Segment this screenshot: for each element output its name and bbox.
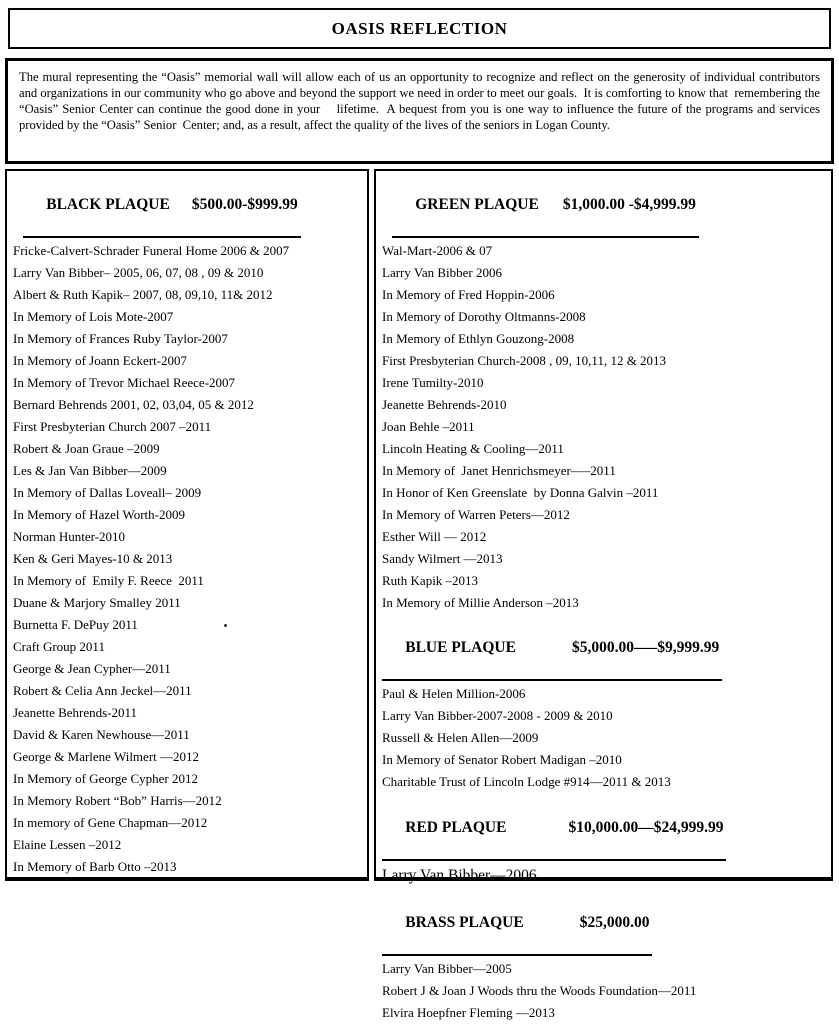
- donor-entry: In Memory of Frances Ruby Taylor-2007: [13, 331, 228, 346]
- donor-entry: Bernard Behrends 2001, 02, 03,04, 05 & 2012: [13, 397, 254, 412]
- donor-entry: Duane & Marjory Smalley 2011: [13, 595, 181, 610]
- donor-entry: First Presbyterian Church 2007 –2011: [13, 419, 212, 434]
- donor-entry: In Memory of Ethlyn Gouzong-2008: [382, 331, 575, 346]
- donor-entry: David & Karen Newhouse—2011: [13, 727, 190, 742]
- donor-entry: Irene Tumilty-2010: [382, 375, 484, 390]
- donor-entry: Charitable Trust of Lincoln Lodge #914—2011 & 2013: [382, 774, 671, 789]
- donor-entry: Albert & Ruth Kapik– 2007, 08, 09,10, 11& 2012: [13, 287, 273, 302]
- donor-entry: Jeanette Behrends-2010: [382, 397, 507, 412]
- section-range: $1,000.00 -$4,999.99: [562, 196, 696, 213]
- donor-entry: Ken & Geri Mayes-10 & 2013: [13, 551, 173, 566]
- donor-entry: In Memory of George Cypher 2012: [13, 771, 198, 786]
- plaque-section: [376, 171, 831, 614]
- plaque-section: [376, 889, 831, 1024]
- donor-entry: Wal-Mart-2006 & 07: [382, 243, 493, 258]
- donor-entry: Robert J & Joan J Woods thru the Woods Foundation—2011: [382, 983, 697, 998]
- donor-entry: In Memory of Dorothy Oltmanns-2008: [382, 309, 586, 324]
- document-page: [0, 8, 839, 1020]
- intro-paragraph: The mural representing the “Oasis” memorial wall will allow each of us an opportunity to recognize and reflect on the generosity of individual contributors and organizations in our community who go above and beyond the support we need in order to meet our goals. It is comforting to know that remembering the “Oasis” Senior Center can continue the good done in your lifetime. A bequest from you is one way to influence the future of the programs and services provided by the “Oasis” Senior Center; and, as a result, affect the quality of the lives of the seniors in Logan County.: [19, 70, 824, 133]
- section-name: BLUE PLAQUE: [405, 639, 516, 656]
- donor-entry: Larry Van Bibber-2007-2008 - 2009 & 2010: [382, 708, 613, 723]
- donor-entry: Les & Jan Van Bibber—2009: [13, 463, 167, 478]
- title-box: [8, 8, 831, 49]
- column-left: [5, 169, 369, 881]
- donor-entry: Ruth Kapik –2013: [382, 573, 479, 588]
- donor-entry: Elaine Lessen –2012: [13, 837, 122, 852]
- donor-entry: Craft Group 2011: [13, 639, 105, 654]
- donor-entry: In Memory of Millie Anderson –2013: [382, 595, 579, 610]
- donor-entry: Fricke-Calvert-Schrader Funeral Home 2006 & 2007: [13, 243, 290, 258]
- donor-entry: In Memory of Dallas Loveall– 2009: [13, 485, 202, 500]
- section-range: $10,000.00—$24,999.99: [568, 819, 724, 836]
- donor-entry: In Memory of Lois Mote-2007: [13, 309, 174, 324]
- donor-entry: George & Marlene Wilmert —2012: [13, 749, 200, 764]
- page-title: OASIS REFLECTION: [331, 18, 508, 38]
- donor-entry: Joan Behle –2011: [382, 419, 475, 434]
- donor-entry: In Memory of Emily F. Reece 2011: [13, 573, 204, 588]
- section-name: GREEN PLAQUE: [415, 196, 539, 213]
- section-range: $25,000.00: [579, 914, 650, 931]
- donor-entry: Elvira Hoepfner Fleming —2013: [382, 1005, 555, 1020]
- plaque-columns: [5, 169, 833, 1020]
- donor-entry: In memory of Gene Chapman—2012: [13, 815, 208, 830]
- donor-list: [376, 683, 831, 793]
- donor-list: [7, 240, 367, 878]
- donor-entry: Esther Will — 2012: [382, 529, 487, 544]
- section-name: BRASS PLAQUE: [405, 914, 524, 931]
- section-header: [382, 798, 726, 861]
- section-name: RED PLAQUE: [405, 819, 507, 836]
- donor-entry: Larry Van Bibber—2006: [382, 867, 537, 884]
- section-header: [392, 175, 699, 238]
- donor-entry: In Memory Robert “Bob” Harris—2012: [13, 793, 222, 808]
- donor-entry: Russell & Helen Allen—2009: [382, 730, 539, 745]
- donor-list: [376, 958, 831, 1024]
- donor-entry: In Memory of Fred Hoppin-2006: [382, 287, 555, 302]
- section-range: $500.00-$999.99: [191, 196, 298, 213]
- donor-entry: In Memory of Trevor Michael Reece-2007: [13, 375, 236, 390]
- donor-entry: Larry Van Bibber—2005: [382, 961, 512, 976]
- donor-list: [376, 863, 831, 889]
- donor-entry: In Memory of Joann Eckert-2007: [13, 353, 188, 368]
- section-header: [23, 175, 301, 238]
- donor-entry: Burnetta F. DePuy 2011: [13, 617, 138, 632]
- donor-entry: Jeanette Behrends-2011: [13, 705, 138, 720]
- donor-entry: In Memory of Hazel Worth-2009: [13, 507, 186, 522]
- donor-entry: In Memory of Janet Henrichsmeyer—–2011: [382, 463, 616, 478]
- section-header: [382, 893, 652, 956]
- donor-entry: Lincoln Heating & Cooling—2011: [382, 441, 564, 456]
- plaque-section: [376, 793, 831, 889]
- donor-entry: In Memory of Warren Peters—2012: [382, 507, 570, 522]
- donor-entry: Sandy Wilmert —2013: [382, 551, 503, 566]
- donor-entry: In Memory of Senator Robert Madigan –2010: [382, 752, 622, 767]
- section-header: [382, 618, 722, 681]
- donor-entry: In Honor of Ken Greenslate by Donna Galvin –2011: [382, 485, 659, 500]
- donor-list: [376, 240, 831, 614]
- donor-entry: Paul & Helen Million-2006: [382, 686, 526, 701]
- donor-entry: Robert & Joan Graue –2009: [13, 441, 160, 456]
- column-right: [374, 169, 833, 1020]
- section-range: $5,000.00—–$9,999.99: [571, 639, 720, 656]
- donor-entry: Larry Van Bibber 2006: [382, 265, 502, 280]
- donor-entry: George & Jean Cypher—2011: [13, 661, 171, 676]
- intro-box: [5, 58, 834, 164]
- donor-entry: Robert & Celia Ann Jeckel—2011: [13, 683, 192, 698]
- section-name: BLACK PLAQUE: [46, 196, 170, 213]
- donor-entry: First Presbyterian Church-2008 , 09, 10,11, 12 & 2013: [382, 353, 667, 368]
- donor-entry: In Memory of Barb Otto –2013: [13, 859, 177, 874]
- plaque-section: [376, 614, 831, 793]
- plaque-section: [7, 171, 367, 878]
- donor-entry: Larry Van Bibber– 2005, 06, 07, 08 , 09 & 2010: [13, 265, 264, 280]
- donor-entry: Norman Hunter-2010: [13, 529, 126, 544]
- scan-artifact-dot: [224, 624, 227, 627]
